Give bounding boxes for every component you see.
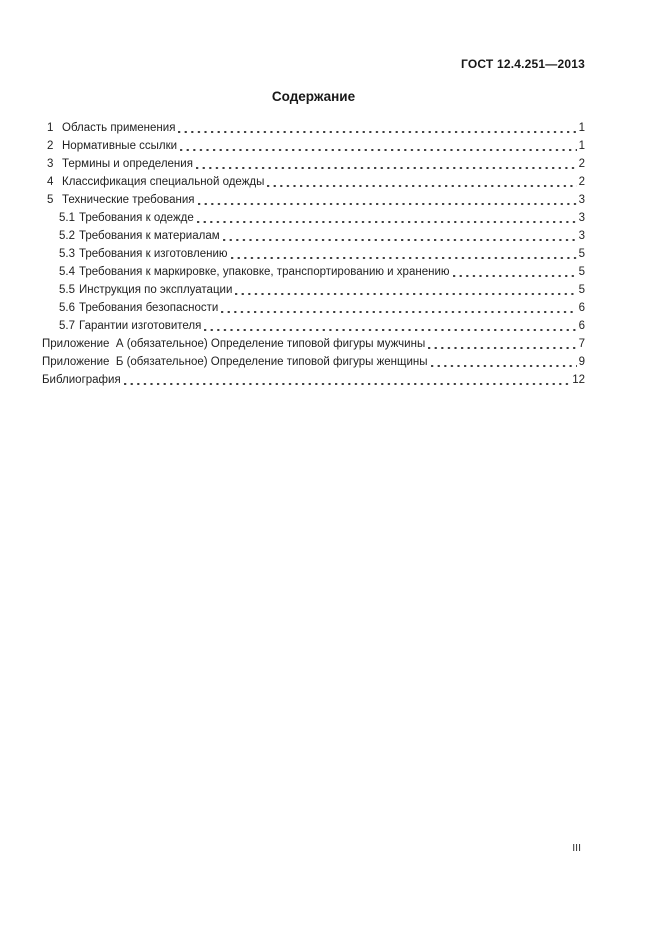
- dot-leader: [180, 149, 577, 151]
- dot-leader: [124, 383, 571, 385]
- dot-leader: [453, 275, 577, 277]
- toc-entry-page: 3: [578, 230, 585, 242]
- toc-entry-number: 5: [47, 194, 54, 206]
- toc-entry: [42, 299, 585, 317]
- toc-entry-page: 6: [578, 320, 585, 332]
- toc-entry-number: 2: [47, 140, 54, 152]
- toc-entry-label: Приложение Б (обязательное) Определение типовой фигуры женщины: [42, 356, 428, 368]
- toc-entry-page: 5: [578, 248, 585, 260]
- toc-entry-label: Требования к маркировке, упаковке, транспортированию и хранению: [79, 266, 450, 278]
- toc-entry-label: Библиография: [42, 374, 121, 386]
- toc-entry-page: 6: [578, 302, 585, 314]
- toc-entry-page: 12: [572, 374, 585, 386]
- toc-entry-page: 5: [578, 284, 585, 296]
- toc-entry-page: 7: [578, 338, 585, 350]
- toc-entry-label: Технические требования: [62, 194, 195, 206]
- toc-entry-label: Приложение А (обязательное) Определение типовой фигуры мужчины: [42, 338, 426, 350]
- toc-entry: [42, 317, 585, 335]
- page-number: III: [572, 842, 581, 854]
- dot-leader: [197, 221, 577, 223]
- document-code: ГОСТ 12.4.251—2013: [460, 57, 585, 71]
- toc-list: [42, 119, 585, 389]
- dot-leader: [235, 293, 576, 295]
- toc-entry-label: Область применения: [62, 122, 176, 134]
- dot-leader: [196, 167, 577, 169]
- dot-leader: [221, 311, 576, 313]
- toc-entry: [42, 155, 585, 173]
- toc-entry-number: 5.4: [59, 266, 75, 278]
- toc-entry-number: 1: [47, 122, 54, 134]
- toc-entry-page: 3: [578, 194, 585, 206]
- toc-entry-label: Нормативные ссылки: [62, 140, 178, 152]
- toc-entry: [42, 191, 585, 209]
- dot-leader: [223, 239, 577, 241]
- dot-leader: [178, 131, 576, 133]
- toc-entry-label: Классификация специальной одежды: [62, 176, 265, 188]
- dot-leader: [431, 365, 577, 367]
- toc-entry-page: 1: [578, 122, 585, 134]
- toc-entry-page: 3: [578, 212, 585, 224]
- toc-entry-page: 9: [578, 356, 585, 368]
- toc-entry-page: 5: [578, 266, 585, 278]
- toc-entry: [42, 227, 585, 245]
- toc-entry-number: 5.3: [59, 248, 75, 260]
- toc-entry-page: 1: [578, 140, 585, 152]
- dot-leader: [231, 257, 577, 259]
- toc-entry-number: 5.1: [59, 212, 75, 224]
- dot-leader: [198, 203, 577, 205]
- toc-entry: [42, 173, 585, 191]
- toc-entry-number: 3: [47, 158, 54, 170]
- toc-entry-label: Требования к изготовлению: [79, 248, 228, 260]
- toc-entry-label: Требования безопасности: [79, 302, 219, 314]
- dot-leader: [267, 185, 576, 187]
- toc-entry-number: 5.2: [59, 230, 75, 242]
- toc-entry: [42, 353, 585, 371]
- toc-entry-label: Инструкция по эксплуатации: [79, 284, 233, 296]
- dot-leader: [428, 347, 576, 349]
- toc-entry-number: 5.6: [59, 302, 75, 314]
- toc-entry-label: Термины и определения: [62, 158, 193, 170]
- toc-entry-label: Требования к одежде: [79, 212, 194, 224]
- toc-entry-page: 2: [578, 176, 585, 188]
- toc-entry-number: 5.5: [59, 284, 75, 296]
- toc-entry-label: Гарантии изготовителя: [79, 320, 202, 332]
- toc-entry: [42, 371, 585, 389]
- toc-entry: [42, 137, 585, 155]
- toc-entry-number: 4: [47, 176, 54, 188]
- toc-title: Содержание: [271, 89, 356, 104]
- toc-entry-number: 5.7: [59, 320, 75, 332]
- toc-entry-page: 2: [578, 158, 585, 170]
- toc-entry: [42, 263, 585, 281]
- toc-entry-label: Требования к материалам: [79, 230, 220, 242]
- dot-leader: [204, 329, 576, 331]
- toc-entry: [42, 245, 585, 263]
- toc-entry: [42, 119, 585, 137]
- toc-entry: [42, 335, 585, 353]
- toc-entry: [42, 209, 585, 227]
- toc-entry: [42, 281, 585, 299]
